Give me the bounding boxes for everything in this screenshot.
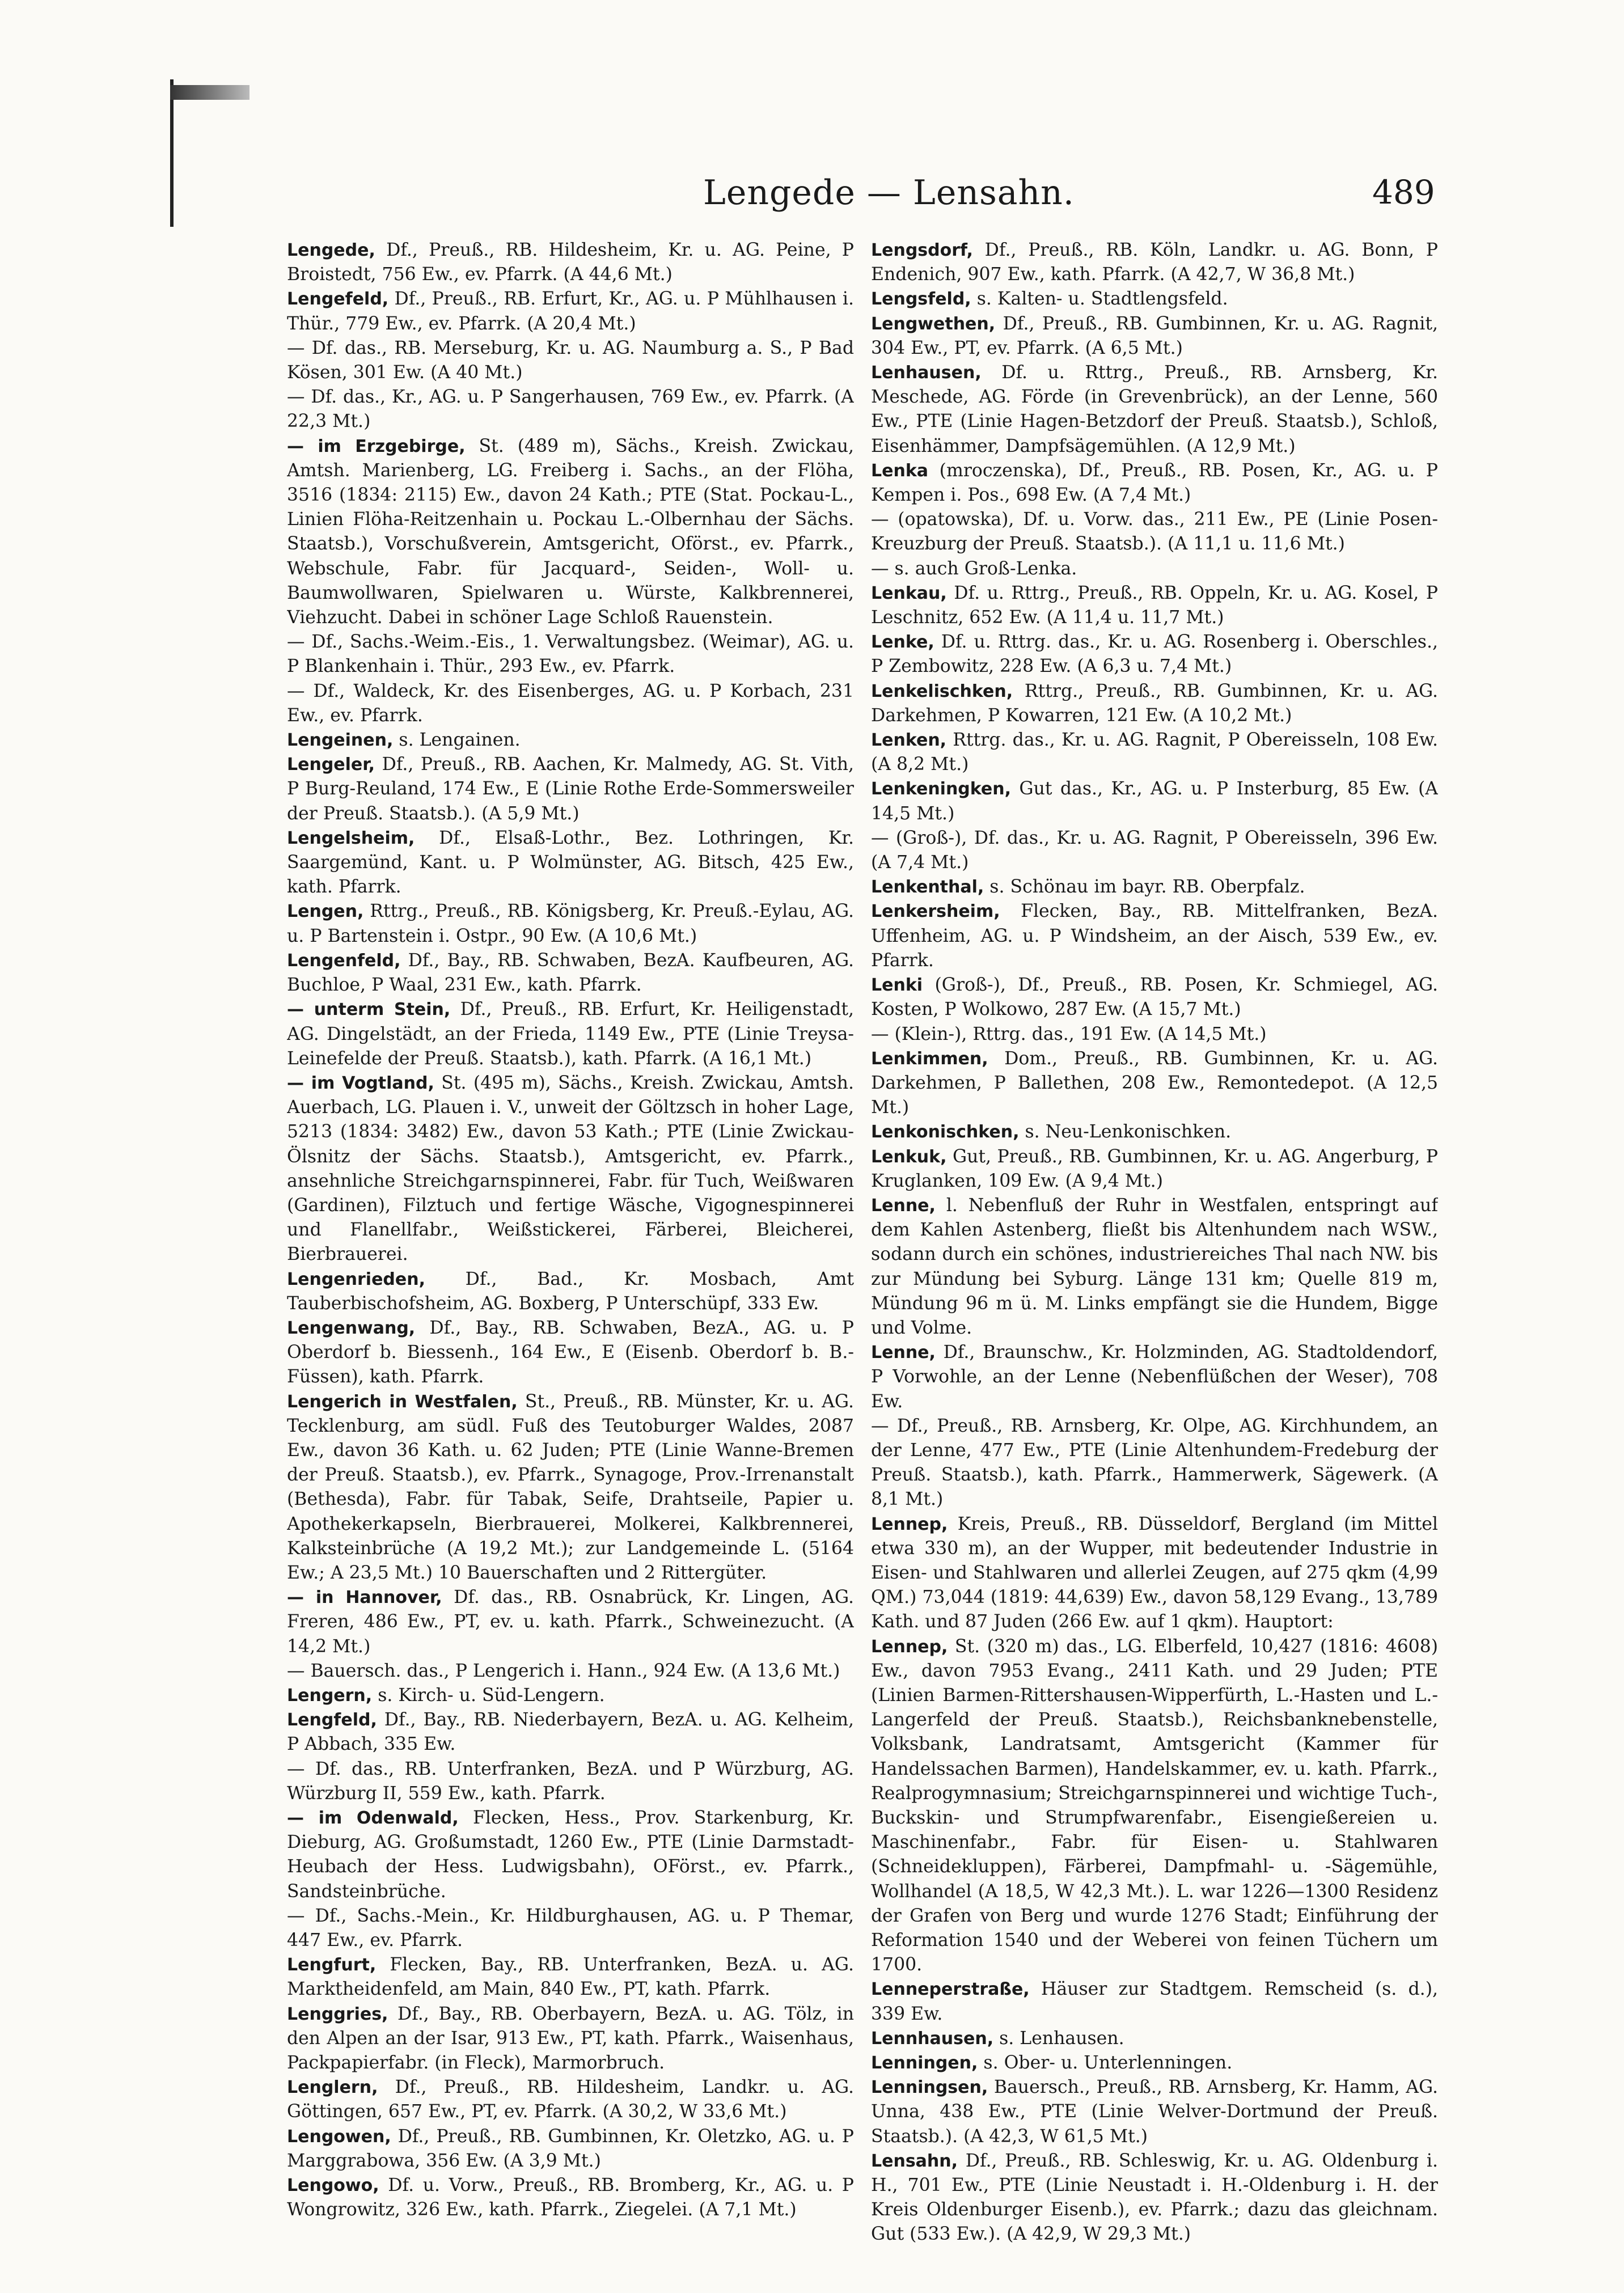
- gazetteer-entry: [871, 2027, 1438, 2051]
- gazetteer-entry: [287, 899, 854, 948]
- entry-text: s. Kalten- u. Stadtlengsfeld.: [971, 289, 1228, 310]
- entry-text: Df., Bad., Kr. Mosbach, Amt Tauberbischofsheim, AG. Boxberg, P Unterschüpf, 333 Ew.: [287, 1268, 854, 1314]
- gazetteer-entry: [871, 1145, 1438, 1194]
- entry-text: Gut das., Kr., AG. u. P Insterburg, 85 Ew. (A 14,5 Mt.): [871, 779, 1438, 824]
- gazetteer-entry: [871, 361, 1438, 459]
- entry-headword: Lenke,: [871, 632, 934, 653]
- gazetteer-entry: [871, 2075, 1438, 2149]
- gazetteer-entry: [287, 752, 854, 826]
- gazetteer-entry: [287, 2173, 854, 2222]
- entry-headword: — im Vogtland,: [287, 1073, 434, 1093]
- gazetteer-entry: [871, 973, 1438, 1022]
- entry-text: Df., Preuß., RB. Hildesheim, Landkr. u. AG. Göttingen, 657 Ew., PT, ev. Pfarrk. (A 30,2, W 33,6 Mt.): [287, 2077, 854, 2122]
- entry-text: Df., Preuß., RB. Schleswig, Kr. u. AG. Oldenburg i. H., 701 Ew., PTE (Linie Neustadt i. H.-Oldenburg i. H. der Kreis Oldenburger Eisenb.), ev. Pfarrk.; dazu das gleichnam. Gut (533 Ew.). (A 42,9, W 29,3 Mt.): [871, 2150, 1438, 2245]
- entry-headword: Lenkimmen,: [871, 1048, 988, 1069]
- entry-headword: Lenglern,: [287, 2078, 378, 2098]
- gazetteer-entry: [287, 434, 854, 631]
- entry-text: Bauersch., Preuß., RB. Arnsberg, Kr. Hamm, AG. Unna, 438 Ew., PTE (Linie Welver-Dortmund der Preuß. Staatsb.). (A 42,3, W 61,5 Mt.): [871, 2077, 1438, 2147]
- entry-headword: Lengsfeld,: [871, 289, 971, 310]
- gazetteer-entry: [871, 287, 1438, 311]
- gazetteer-entry: [871, 1047, 1438, 1120]
- entry-text: Flecken, Bay., RB. Unterfranken, BezA. u. AG. Marktheidenfeld, am Main, 840 Ew., PT, kath. Pfarrk.: [287, 1954, 854, 2000]
- entry-headword: Lensahn,: [871, 2151, 958, 2171]
- gazetteer-entry: [287, 1904, 854, 1953]
- page-title: Lengede — Lensahn.: [703, 173, 1075, 213]
- entry-text: Df. u. Vorw., Preuß., RB. Bromberg, Kr., AG. u. P Wongrowitz, 326 Ew., kath. Pfarrk., Ziegelei. (A 7,1 Mt.): [287, 2175, 854, 2220]
- entry-headword: Lengede,: [287, 240, 375, 260]
- entry-text: — Df. das., RB. Unterfranken, BezA. und P Würzburg, AG. Würzburg II, 559 Ew., kath. Pfarrk.: [287, 1758, 854, 1804]
- gazetteer-entry: [871, 2051, 1438, 2075]
- gazetteer-entry: [287, 2125, 854, 2173]
- entry-text: Flecken, Bay., RB. Mittelfranken, BezA. Uffenheim, AG. u. P Windsheim, an der Aisch, 539 Ew., ev. Pfarrk.: [871, 901, 1438, 971]
- entry-headword: Lenkau,: [871, 583, 947, 603]
- entry-text: — (Groß-), Df. das., Kr. u. AG. Ragnit, P Obereisseln, 396 Ew. (A 7,4 Mt.): [871, 827, 1438, 873]
- gazetteer-entry: [871, 630, 1438, 679]
- gazetteer-entry: [287, 728, 854, 752]
- entry-text: (mroczenska), Df., Preuß., RB. Posen, Kr., AG. u. P Kempen i. Pos., 698 Ew. (A 7,4 Mt.): [871, 460, 1438, 506]
- entry-headword: Lenkeningken,: [871, 779, 1012, 799]
- entry-headword: Lengen,: [287, 902, 364, 922]
- entry-headword: Lengsdorf,: [871, 240, 973, 260]
- entry-headword: Lenki: [871, 975, 923, 996]
- gazetteer-entry: [287, 1806, 854, 1904]
- entry-headword: Lenken,: [871, 730, 947, 751]
- entry-text: Gut, Preuß., RB. Gumbinnen, Kr. u. AG. Angerburg, P Kruglanken, 109 Ew. (A 9,4 Mt.): [871, 1146, 1438, 1191]
- gazetteer-entry: [871, 238, 1438, 287]
- entry-headword: Lengowo,: [287, 2176, 379, 2196]
- entry-headword: Lenka: [871, 460, 929, 481]
- gazetteer-entry: [871, 777, 1438, 826]
- gazetteer-entry: [871, 459, 1438, 507]
- entry-headword: Lengenfeld,: [287, 950, 401, 971]
- entry-text: — Df., Preuß., RB. Arnsberg, Kr. Olpe, AG. Kirchhundem, an der Lenne, 477 Ew., PTE (Linie Altenhundem-Fredeburg der Preuß. Staatsb.), kath. Pfarrk., Hammerwerk, Sägewerk. (A 8,1 Mt.): [871, 1415, 1438, 1510]
- left-column: [287, 238, 854, 2257]
- entry-text: St. (320 m) das., LG. Elberfeld, 10,427 (1816: 4608) Ew., davon 7953 Evang., 2411 Kath. und 29 Juden; PTE (Linien Barmen-Rittershausen-Wipperfürth, L.-Hasten und L.-Langerfeld der Preuß. Staatsb.), Reichsbanknebenstelle, Volksbank, Landratsamt, Amtsgericht (Kammer für Handelssachen Barmen), Handelskammer, ev. u. kath. Pfarrk., Realprogymnasium; Streichgarnspinnerei und wichtige Tuch-, Buckskin- und Strumpfwarenfabr., Eisengießereien u. Maschinenfabr., Fabr. für Eisen- u. Stahlwaren (Schneidekluppen), Färberei, Dampfmahl- u. -Sägemühle, Wollhandel (A 18,5, W 42,3 Mt.). L. war 1226—1300 Residenz der Grafen von Berg und wurde 1276 Stadt; Einführung der Reformation 1540 und der Weberei von feinen Tüchern um 1700.: [871, 1636, 1438, 1975]
- gazetteer-entry: [871, 557, 1438, 581]
- entry-headword: Lenningen,: [871, 2053, 978, 2074]
- entry-headword: Lengelsheim,: [287, 828, 415, 848]
- entry-text: — (opatowska), Df. u. Vorw. das., 211 Ew., PE (Linie Posen-Kreuzburg der Preuß. Staatsb.). (A 11,1 u. 11,6 Mt.): [871, 509, 1438, 555]
- gazetteer-entry: [871, 1120, 1438, 1144]
- entry-headword: — in Hannover,: [287, 1588, 442, 1608]
- entry-headword: Lengenrieden,: [287, 1269, 425, 1289]
- gazetteer-entry: [871, 899, 1438, 973]
- entry-headword: Lenkuk,: [871, 1146, 947, 1167]
- entry-headword: Lenggries,: [287, 2004, 388, 2024]
- gazetteer-entry: [287, 1953, 854, 2002]
- entry-text: — Df. das., Kr., AG. u. P Sangerhausen, 769 Ew., ev. Pfarrk. (A 22,3 Mt.): [287, 387, 854, 432]
- entry-text: Df. u. Rttrg., Preuß., RB. Arnsberg, Kr. Meschede, AG. Förde (in Grevenbrück), an der Lenne, 560 Ew., PTE (Linie Hagen-Betzdorf der Preuß. Staatsb.), Schloß, Eisenhämmer, Dampfsägemühlen. (A 12,9 Mt.): [871, 362, 1438, 456]
- entry-headword: Lengowen,: [287, 2126, 391, 2147]
- entry-headword: Lengwethen,: [871, 314, 996, 334]
- gazetteer-entry: [287, 1683, 854, 1708]
- entry-text: Df., Bay., RB. Oberbayern, BezA. u. AG. Tölz, in den Alpen an der Isar, 913 Ew., PT, kath. Pfarrk., Waisenhaus, Packpapierfabr. (in Fleck), Marmorbruch.: [287, 2003, 854, 2074]
- entry-headword: Lenkelischken,: [871, 681, 1013, 701]
- entry-headword: Lenhausen,: [871, 363, 982, 383]
- entry-headword: Lennhausen,: [871, 2028, 994, 2049]
- entry-headword: Lenningsen,: [871, 2078, 988, 2098]
- entry-text: Df., Preuß., RB. Gumbinnen, Kr. Oletzko, AG. u. P Marggrabowa, 356 Ew. (A 3,9 Mt.): [287, 2126, 854, 2171]
- gazetteer-entry: [871, 312, 1438, 361]
- entry-text: s. Kirch- u. Süd-Lengern.: [372, 1685, 605, 1706]
- entry-text: Df. das., RB. Osnabrück, Kr. Lingen, AG. Freren, 486 Ew., PT, ev. u. kath. Pfarrk., Schweinezucht. (A 14,2 Mt.): [287, 1587, 854, 1657]
- gazetteer-entry: [871, 826, 1438, 875]
- entry-text: Häuser zur Stadtgem. Remscheid (s. d.), 339 Ew.: [871, 1979, 1438, 2024]
- gazetteer-entry: [287, 2002, 854, 2076]
- entry-headword: — unterm Stein,: [287, 1000, 451, 1020]
- entry-text: s. Schönau im bayr. RB. Oberpfalz.: [984, 877, 1305, 898]
- entry-headword: Lenne,: [871, 1343, 936, 1363]
- gazetteer-entry: [871, 1635, 1438, 1978]
- entry-text: Df., Preuß., RB. Erfurt, Kr. Heiligenstadt, AG. Dingelstädt, an der Frieda, 1149 Ew., PTE (Linie Treysa-Leinefelde der Preuß. Staatsb.), kath. Pfarrk. (A 16,1 Mt.): [287, 999, 854, 1069]
- entry-headword: — im Erzgebirge,: [287, 436, 466, 456]
- gazetteer-entry: [287, 287, 854, 336]
- gazetteer-entry: [871, 1194, 1438, 1340]
- entry-headword: Lengefeld,: [287, 289, 389, 310]
- entry-text: Df., Preuß., RB. Gumbinnen, Kr. u. AG. Ragnit, 304 Ew., PT, ev. Pfarrk. (A 6,5 Mt.): [871, 313, 1438, 358]
- entry-headword: Lengeler,: [287, 755, 375, 775]
- gazetteer-entry: [287, 336, 854, 385]
- gazetteer-entry: [287, 1390, 854, 1586]
- page-number: 489: [1372, 173, 1435, 211]
- entry-text: Dom., Preuß., RB. Gumbinnen, Kr. u. AG. Darkehmen, P Ballethen, 208 Ew., Remontedepot. (A 12,5 Mt.): [871, 1048, 1438, 1118]
- gazetteer-entry: [287, 1316, 854, 1390]
- gazetteer-entry: [287, 679, 854, 728]
- entry-text: — s. auch Groß-Lenka.: [871, 558, 1077, 579]
- entry-headword: Lenkersheim,: [871, 902, 1000, 922]
- gazetteer-entry: [871, 2149, 1438, 2247]
- gazetteer-entry: [871, 679, 1438, 728]
- entry-headword: Lenkonischken,: [871, 1122, 1020, 1143]
- gazetteer-entry: [871, 581, 1438, 630]
- gazetteer-entry: [287, 1659, 854, 1683]
- entry-text: — Df. das., RB. Merseburg, Kr. u. AG. Naumburg a. S., P Bad Kösen, 301 Ew. (A 40 Mt.): [287, 337, 854, 383]
- entry-headword: Lenneperstraße,: [871, 1979, 1030, 2000]
- gazetteer-entry: [287, 949, 854, 997]
- gazetteer-entry: [871, 1512, 1438, 1635]
- entry-text: Df., Braunschw., Kr. Holzminden, AG. Stadtoldendorf, P Vorwohle, an der Lenne (Nebenflüßchen der Weser), 708 Ew.: [871, 1342, 1438, 1412]
- gazetteer-entry: [871, 1977, 1438, 2026]
- entry-headword: Lenne,: [871, 1195, 936, 1216]
- entry-text: Df. u. Rttrg., Preuß., RB. Oppeln, Kr. u. AG. Kosel, P Leschnitz, 652 Ew. (A 11,4 u. 11,7 Mt.): [871, 582, 1438, 628]
- entry-text: — Df., Waldeck, Kr. des Eisenberges, AG. u. P Korbach, 231 Ew., ev. Pfarrk.: [287, 680, 854, 726]
- entry-text: s. Lenhausen.: [993, 2028, 1124, 2049]
- entry-headword: Lenkenthal,: [871, 877, 984, 898]
- entry-text: St. (495 m), Sächs., Kreish. Zwickau, Amtsh. Auerbach, LG. Plauen i. V., unweit der Göltzsch in hoher Lage, 5213 (1834: 3482) Ew., davon 53 Kath.; PTE (Linie Zwickau-Ölsnitz der Sächs. Staatsb.), Amtsgericht, ev. Pfarrk., ansehnliche Streichgarnspinnerei, Fabr. für Tuch, Weißwaren (Gardinen), Filztuch und fertige Wäsche, Vigognespinnerei und Flanellfabr., Weißstickerei, Färberei, Bleicherei, Bierbrauerei.: [287, 1072, 854, 1265]
- gazetteer-entry: [287, 385, 854, 434]
- entry-headword: Lengfeld,: [287, 1710, 377, 1731]
- binding-flag: [170, 85, 249, 100]
- entry-text: Df., Preuß., RB. Köln, Landkr. u. AG. Bonn, P Endenich, 907 Ew., kath. Pfarrk. (A 42,7, W 36,8 Mt.): [871, 240, 1438, 285]
- entry-text: — (Klein-), Rttrg. das., 191 Ew. (A 14,5 Mt.): [871, 1023, 1267, 1044]
- gazetteer-entry: [871, 728, 1438, 777]
- entry-text: — Bauersch. das., P Lengerich i. Hann., 924 Ew. (A 13,6 Mt.): [287, 1660, 840, 1681]
- gazetteer-entry: [287, 2075, 854, 2124]
- gazetteer-entry: [287, 630, 854, 679]
- entry-headword: — im Odenwald,: [287, 1808, 459, 1828]
- entry-text: Df., Elsaß-Lothr., Bez. Lothringen, Kr. Saargemünd, Kant. u. P Wolmünster, AG. Bitsch, 425 Ew., kath. Pfarrk.: [287, 827, 854, 898]
- entry-text: (Groß-), Df., Preuß., RB. Posen, Kr. Schmiegel, AG. Kosten, P Wolkowo, 287 Ew. (A 15,7 Mt.): [871, 975, 1438, 1020]
- gazetteer-entry: [287, 1585, 854, 1659]
- binding-edge: [170, 79, 174, 227]
- entry-text: Rttrg., Preuß., RB. Königsberg, Kr. Preuß.-Eylau, AG. u. P Bartenstein i. Ostpr., 90 Ew. (A 10,6 Mt.): [287, 901, 854, 946]
- entry-headword: Lengfurt,: [287, 1955, 377, 1975]
- entry-headword: Lennep,: [871, 1514, 948, 1534]
- gazetteer-entry: [871, 1414, 1438, 1512]
- entry-text: St., Preuß., RB. Münster, Kr. u. AG. Tecklenburg, am südl. Fuß des Teutoburger Waldes, 2087 Ew., davon 36 Kath. u. 62 Juden; PTE (Linie Wanne-Bremen der Preuß. Staatsb.), ev. Pfarrk., Synagoge, Prov.-Irrenanstalt (Bethesda), Fabr. für Tabak, Seife, Drahtseile, Papier u. Apothekerkapseln, Bierbrauerei, Molkerei, Kalkbrennerei, Kalksteinbrüche (A 19,2 Mt.); zur Landgemeinde L. (5164 Ew.; A 23,5 Mt.) 10 Bauerschaften und 2 Rittergüter.: [287, 1391, 854, 1583]
- entry-text: Rttrg., Preuß., RB. Gumbinnen, Kr. u. AG. Darkehmen, P Kowarren, 121 Ew. (A 10,2 Mt.): [871, 680, 1438, 726]
- entry-text: Df., Bay., RB. Niederbayern, BezA. u. AG. Kelheim, P Abbach, 335 Ew.: [287, 1710, 854, 1755]
- entry-text: — Df., Sachs.-Mein., Kr. Hildburghausen, AG. u. P Themar, 447 Ew., ev. Pfarrk.: [287, 1905, 854, 1951]
- entry-text: s. Ober- u. Unterlenningen.: [978, 2053, 1233, 2074]
- gazetteer-entry: [871, 1022, 1438, 1047]
- entry-text: Flecken, Hess., Prov. Starkenburg, Kr. Dieburg, AG. Großumstadt, 1260 Ew., PTE (Linie Darmstadt-Heubach der Hess. Ludwigsbahn), OFörst., ev. Pfarrk., Sandsteinbrüche.: [287, 1808, 854, 1902]
- entry-text: s. Lengainen.: [393, 730, 521, 751]
- entry-text: Df., Preuß., RB. Hildesheim, Kr. u. AG. Peine, P Broistedt, 756 Ew., ev. Pfarrk. (A 44,6 Mt.): [287, 240, 854, 285]
- entry-text: Df., Preuß., RB. Erfurt, Kr., AG. u. P Mühlhausen i. Thür., 779 Ew., ev. Pfarrk. (A 20,4 Mt.): [287, 289, 854, 334]
- entry-headword: Lengenwang,: [287, 1318, 416, 1338]
- entry-text: St. (489 m), Sächs., Kreish. Zwickau, Amtsh. Marienberg, LG. Freiberg i. Sachs., an der Flöha, 3516 (1834: 2115) Ew., davon 24 Kath.; PTE (Stat. Pockau-L., Linien Flöha-Reitzenhain u. Pockau L.-Olbernhau der Sächs. Staatsb.), Vorschußverein, Amtsgericht, Oförst., ev. Pfarrk., Webschule, Fabr. für Jacquard-, Seiden-, Woll- u. Baumwollwaren, Spielwaren u. Würste, Kalkbrennerei, Viehzucht. Dabei in schöner Lage Schloß Rauenstein.: [287, 435, 854, 628]
- gazetteer-entry: [287, 1071, 854, 1267]
- gazetteer-entry: [287, 1708, 854, 1757]
- entry-text: Kreis, Preuß., RB. Düsseldorf, Bergland (im Mittel etwa 330 m), an der Wupper, mit bedeutender Industrie in Eisen- und Stahlwaren und allerlei Zeugen, auf 275 qkm (4,99 QM.) 73,044 (1819: 44,639) Ew., davon 58,129 Evang., 13,789 Kath. und 87 Juden (266 Ew. auf 1 qkm). Hauptort:: [871, 1513, 1438, 1632]
- entry-text: Df., Bay., RB. Schwaben, BezA. Kaufbeuren, AG. Buchloe, P Waal, 231 Ew., kath. Pfarrk.: [287, 950, 854, 996]
- entry-text: Df., Preuß., RB. Aachen, Kr. Malmedy, AG. St. Vith, P Burg-Reuland, 174 Ew., E (Linie Rothe Erde-Sommersweiler der Preuß. Staatsb.). (A 5,9 Mt.): [287, 754, 854, 824]
- entry-text: Rttrg. das., Kr. u. AG. Ragnit, P Obereisseln, 108 Ew. (A 8,2 Mt.): [871, 730, 1438, 775]
- gazetteer-entry: [871, 875, 1438, 899]
- gazetteer-entry: [287, 1267, 854, 1316]
- entry-headword: Lengeinen,: [287, 730, 394, 751]
- gazetteer-entry: [871, 1340, 1438, 1414]
- gazetteer-entry: [287, 1757, 854, 1806]
- entry-text: l. Nebenfluß der Ruhr in Westfalen, entspringt auf dem Kahlen Astenberg, fließt bis Altenhundem nach WSW., sodann durch ein schönes, industriereiches Thal nach NW. bis zur Mündung bei Syburg. Länge 131 km; Quelle 819 m, Mündung 96 m ü. M. Links empfängt sie die Hundem, Bigge und Volme.: [871, 1195, 1438, 1338]
- entry-text: s. Neu-Lenkonischken.: [1019, 1122, 1232, 1143]
- entry-headword: Lengerich in Westfalen,: [287, 1391, 518, 1412]
- gazetteer-entry: [871, 507, 1438, 556]
- entry-headword: Lennep,: [871, 1636, 948, 1657]
- entry-text: Df. u. Rttrg. das., Kr. u. AG. Rosenberg i. Oberschles., P Zembowitz, 228 Ew. (A 6,3 u. 7,4 Mt.): [871, 632, 1438, 677]
- entry-headword: Lengern,: [287, 1685, 373, 1706]
- entry-text: Df., Bay., RB. Schwaben, BezA., AG. u. P Oberdorf b. Biessenh., 164 Ew., E (Eisenb. Oberdorf b. B.-Füssen), kath. Pfarrk.: [287, 1317, 854, 1387]
- right-column: [871, 238, 1438, 2257]
- gazetteer-entry: [287, 997, 854, 1071]
- entry-text: — Df., Sachs.-Weim.-Eis., 1. Verwaltungsbez. (Weimar), AG. u. P Blankenhain i. Thür., 293 Ew., ev. Pfarrk.: [287, 632, 854, 677]
- gazetteer-entry: [287, 238, 854, 287]
- gazetteer-entry: [287, 826, 854, 900]
